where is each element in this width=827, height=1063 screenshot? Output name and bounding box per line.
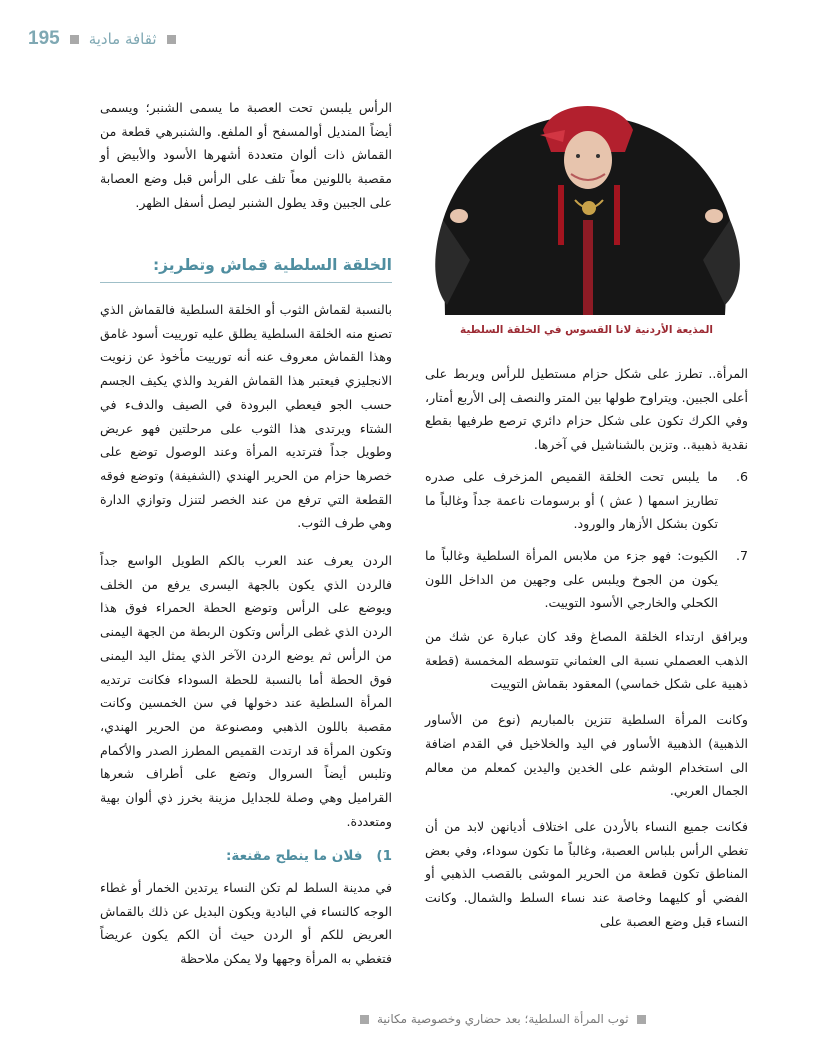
page-header [28, 28, 176, 50]
header-square-icon [70, 35, 79, 44]
heading-divider [100, 282, 392, 283]
sleeve-paragraph: الردن يعرف عند العرب بالكم الطويل الواسع جداً فالردن الذي يكون بالجهة اليسرى يرفع من الخلف ويوضع على الرأس وتوضع الحطة الحمراء فوق هذا الردن الذي غطى الرأس وتكون الربطة من الجهة اليمنى من الرأس ثم يوضع الردن الآخر الذي يمثل اليد اليمنى فوق الحطة أما بالنسبة للحطة السوداء فكانت ترتديه المرأة السلطية عند دخولها في سن الخمسين وكانت مقصبة باللون الذهبي ومصنوعة من الحرير الهندي، وتكون المرأة قد ارتدت القميص المطرز الصدر والأكمام وتلبس أيضاً السروال وتضع على أطراف شعرها القراميل وهي وصلة للجدايل مزينة بخرز ذي ألوان بهية ومتعددة. [100, 553, 392, 829]
left-body [100, 298, 392, 833]
continued-paragraph: المرأة.. تطرز على شكل حزام مستطيل للرأس ويربط على أعلى الجبين. ويتراوح طولها بين المتر والنصف إلى الأربع أمتار، وفي الكرك تكون على شكل حزام دائري ترصع طرفيها بقطع نقدية ذهبية.. وتزين بالشناشيل في آخرها. [425, 366, 748, 453]
footer-square-icon [637, 1015, 646, 1024]
headband-paragraph: فكانت جميع النساء بالأردن على اختلاف أديانهن لابد من أن تغطي الرأس بلباس العصبة، وغالباً ما تكون سوداء، وفي بعض المناطق تكون قطعة من الحرير الموشى بالقصب الذهبي أو الفضي أو كليهما وخاصة عند نساء السلط والشمال. وكانت النساء قبل وضع العصبة على [425, 818, 748, 929]
subsection-title: فلان ما ينطح مقنعة: [226, 848, 363, 864]
page-footer [360, 1012, 646, 1026]
list-number: 6. [735, 468, 748, 484]
subsection-number: 1) [376, 848, 392, 864]
list-text: الكيوت: فهو جزء من ملابس المرأة السلطية وغالباً ما يكون من الجوخ ويلبس على وجهين من الداخل اللون الكحلي والخارجي الأسود التوييت. [425, 547, 718, 611]
subsection-heading [100, 848, 392, 864]
list-item-7 [425, 544, 748, 615]
dress-photo [425, 90, 748, 322]
list-number: 7. [735, 547, 748, 563]
list-text: ما يلبس تحت الخلقة القميص المزخرف على صدره تطاريز اسمها ( عش ) أو برسومات ناعمة جداً وغالباً ما تكون بشكل الأزهار والورود. [425, 468, 718, 532]
fabric-paragraph: بالنسبة لقماش الثوب أو الخلقة السلطية فالقماش الذي تصنع منه الخلقة السلطية يطلق عليه تورييت أسود غامق وهذا القماش معروف عنه أنه تورييت مأخوذ عن زنويت الانجليزي فيعتبر هذا القماش الفريد والذي يكيف الجسم حسب الجو فيعطي البرودة في الصيف والدفء في الشتاء ويرتدى هذا الثوب على مرحلتين فهو عريض وطويل جداً فترتديه المرأة وعند الوصول توضع على خصرها حزام من الحرير الهندي (الشفيفة) وتوضع فوقه القطعة التي ترفع من عند الخصر لتنزل وتوازي الدارة وهي طرف الثوب. [100, 302, 392, 531]
footer-title: ثوب المرأة السلطية؛ بعد حضاري وخصوصية مكانية [377, 1012, 629, 1026]
left-intro [100, 96, 392, 215]
section-heading: الخلقة السلطية قماش وتطريز: [152, 256, 392, 274]
page-number: 195 [28, 28, 60, 49]
photo-caption: المذيعة الأردنية لانا القسوس في الخلقة السلطية [459, 324, 714, 336]
jewelry-paragraph: ويرافق ارتداء الخلقة المصاغ وقد كان عبارة عن شك من الذهب العصملي نسبة الى العثماني تتوسطه المخمسة (قطعة ذهبية على شكل خماسي) المعقود بقماش التوييت [425, 629, 748, 692]
footer-square-icon [360, 1015, 369, 1024]
veil-paragraph: في مدينة السلط لم تكن النساء يرتدين الخمار أو غطاء الوجه كالنساء في البادية ويكون البديل عن ذلك بالقماش العريض للكم أو الردن حيث أن الكم يكون عريضاً فتغطي به المرأة وجهها ولا يمكن ملاحظة [100, 880, 392, 967]
intro-paragraph: الرأس يلبسن تحت العصبة ما يسمى الشنبر؛ ويسمى أيضاً المنديل أوالمسفح أو الملفع. والشنبرهي قطعة من القماش ذات ألوان متعددة أشهرها الأسود والأبيض أو مقصبة باللونين معاً تلف على الرأس قبل وضع العصابة على الجبين وقد يطول الشنبر ليصل أسفل الظهر. [100, 100, 392, 210]
bracelets-paragraph: وكانت المرأة السلطية تتزين بالمباريم (نوع من الأساور الذهبية) الذهبية الأساور في اليد والخلاخيل في القدم اضافة الى استخدام الوشم على الخدين واليدين كمعلم من معالم الجمال العربي. [425, 712, 748, 799]
right-column [425, 362, 748, 933]
list-item-6 [425, 465, 748, 536]
header-square-icon [167, 35, 176, 44]
left-body-end [100, 876, 392, 971]
woman-in-salt-dress-illustration [425, 90, 748, 322]
section-title: ثقافة مادية [88, 30, 157, 48]
